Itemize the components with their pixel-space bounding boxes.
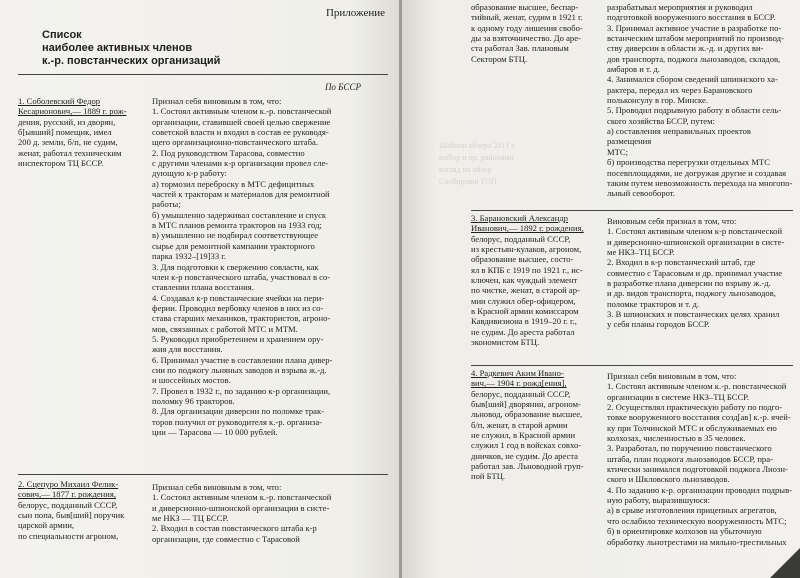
testimony-line: таким путем невозможность перехода на многопо- <box>607 177 793 188</box>
bio-line: мии служил обер-офицером, <box>471 295 576 306</box>
testimony-line: дующую к-р работу: <box>152 168 227 179</box>
testimony-line: льный севооборот. <box>607 188 676 199</box>
region-label: По БССР <box>324 82 361 92</box>
testimony-line: поломку 96 тракторов. <box>152 395 235 406</box>
entry-separator <box>18 474 388 475</box>
bio-line: дения, русский, из дворян, <box>18 116 116 127</box>
testimony-line: ского и Шкловского льнозаводов. <box>607 474 730 485</box>
testimony-line: 8. Для организации диверсии по поломке трак- <box>152 406 325 417</box>
right-page <box>401 0 800 578</box>
entry-1-name: 1. Соболевский Федор <box>18 96 101 106</box>
page-corner-shadow <box>770 548 800 578</box>
bio-line: ды за взяточничество. До аре- <box>471 33 581 44</box>
testimony-line: штаба, план поджога льнозаводов БССР, пра- <box>607 453 773 464</box>
testimony-line: товке вооруженного восстания созд[ав] к.-р. ячей- <box>607 412 791 423</box>
testimony-line: 7. Провел в 1932 г., по заданию к-р организации, <box>152 385 331 396</box>
testimony-line: совместно с Тарасовым и др. принимал участие <box>607 267 783 278</box>
testimony-line: щего организационно-повстанческого штаба. <box>152 137 318 148</box>
testimony-line: 3. Принимал активное участие в разработке по- <box>607 22 782 33</box>
testimony-line: Виновным себя признал в том, что: <box>607 216 737 226</box>
appendix-header: Приложение <box>325 7 385 19</box>
bio-line: тийный, женат, судим в 1921 г. <box>471 12 583 23</box>
testimony-line: с другими членами к-р организации провел сле- <box>152 158 329 169</box>
title-rule <box>18 74 388 75</box>
entry-1-testimony <box>152 96 388 437</box>
entry-separator <box>471 365 793 366</box>
entry-4-name-cont: вич,— 1904 г. рожд[ения], <box>471 378 567 389</box>
testimony-line: 2. Осуществлял практическую работу по подго- <box>607 402 783 413</box>
testimony-line: частей к тракторам и материалов для ремонтной <box>152 189 330 200</box>
bio-line: женат, работал техническим <box>18 147 122 158</box>
testimony-line: амбаров и т. д. <box>607 64 660 75</box>
testimony-line: сырье для ремонтной кампании тракторного <box>152 240 315 251</box>
testimony-line: ме НКЗ–ТЦ БССР. <box>607 247 675 258</box>
bio-line: по специальности агроном, <box>18 530 119 541</box>
bio-line: льновод, образование высшее, <box>471 409 583 420</box>
entry-1-bio <box>18 96 158 168</box>
bio-line: ял в КПБ с 1919 по 1921 г., ис- <box>471 264 583 275</box>
testimony-line: обработку льнотрестами на мяльно-трестильных <box>607 536 787 547</box>
continued-testimony <box>607 2 797 199</box>
testimony-line: а) в срыве изготовления прицепных агрегатов, <box>607 505 777 516</box>
bio-line: из крестьян-кулаков, агроном, <box>471 244 582 255</box>
testimony-line: ку при Толчинской МТС и обслуживаемых ею <box>607 422 777 433</box>
testimony-line: ме НКЗ — ТЦ БССР. <box>152 513 229 524</box>
testimony-line: ского хозяйства БССР, путем: <box>607 115 715 126</box>
entry-2-testimony <box>152 482 388 544</box>
bio-line: б/п, женат, в старой армии <box>471 419 568 430</box>
testimony-line: 6. Принимал участие в составлении плана дивер- <box>152 354 333 365</box>
entry-2-name-cont: сович,— 1877 г. рождения, <box>18 489 116 500</box>
testimony-line: 1. Состоял активным членом к-р повстанческой <box>607 226 783 237</box>
testimony-line: 1. Состоял активным членом к.-р. повстанческой <box>607 381 787 392</box>
bio-line: ключен, как чуждый элемент <box>471 275 578 286</box>
testimony-line: става старших механиков, трактористов, агроно- <box>152 313 331 324</box>
bio-line: сын попа, быв[ший] поручик <box>18 510 125 521</box>
bio-line: белорус, подданный СССР, <box>18 499 118 510</box>
testimony-line: организации в системе НКЗ–ТЦ БССР. <box>607 391 750 402</box>
testimony-line: а) тормозил переброску в МТС дефицитных <box>152 178 315 189</box>
testimony-line: дов транспорта, поджога льнозаводов, складов, <box>607 53 781 64</box>
testimony-line: 3. Разработал, по поручению повстанческого <box>607 443 772 454</box>
title-line-2: наиболее активных членов <box>42 42 193 54</box>
testimony-line: и шоссейных мостов. <box>152 375 231 386</box>
bio-line: не судим. До ареста работал <box>471 326 575 337</box>
testimony-line: колхозах, численностью в 35 человек. <box>607 433 746 444</box>
bio-line: б[ывший] помещик, имел <box>18 127 112 138</box>
testimony-line: Признал себя виновным в том, что: <box>607 371 737 381</box>
testimony-line: в) умышленно не подбирал соответствующее <box>152 230 319 241</box>
testimony-line: организации, ставившей своей целью свержение <box>152 116 331 127</box>
bio-line: работал зав. Льноводной груп- <box>471 461 584 472</box>
bio-line: образование высшее, беспар- <box>471 2 579 12</box>
testimony-line: ферии. Проводил вербовку членов в них из со- <box>152 302 324 313</box>
testimony-line: член к-р повстанческого штаба, участвовал в со- <box>152 271 331 282</box>
testimony-line: 2. Входил в состав повстанческого штаба к-р <box>152 523 317 534</box>
entry-4-bio <box>471 368 607 482</box>
testimony-line: подготовкой вооруженного восстания в БССР. <box>607 12 776 23</box>
testimony-line: 4. Занимался сбором сведений шпионского ха- <box>607 74 778 85</box>
bio-line: образование высшее, состо- <box>471 254 574 265</box>
testimony-line: Признал себя виновным в том, что: <box>152 96 282 106</box>
bio-line: быв[ший] дворянин, агроном- <box>471 399 581 410</box>
bio-line: Кавдивизиона в 1919–20 г. г., <box>471 316 577 327</box>
testimony-line: организации, где совместно с Тарасовой <box>152 533 300 544</box>
testimony-line: мов, связанных с работой МТС и МТМ. <box>152 323 298 334</box>
bio-line: царской армии, <box>18 520 75 531</box>
testimony-line: ству диверсии в области ж.-д. и других ви- <box>607 43 764 54</box>
testimony-line: и др. видов транспорта, поджогу льнозаводов, <box>607 288 776 299</box>
bio-line: в Красной армии комиссаром <box>471 306 579 317</box>
testimony-line: сии по поджогу льняных заводов и взрыва ж.-д. <box>152 364 327 375</box>
testimony-line: 5. Проводил подрывную работу в области сель- <box>607 105 782 116</box>
testimony-line: встанческим штабом мероприятий по производ- <box>607 33 784 44</box>
testimony-line: парка 1932–[19]33 г. <box>152 251 226 262</box>
bio-line: экономистом БТЦ. <box>471 337 540 348</box>
testimony-line: разрабатывал мероприятия и руководил <box>607 2 753 12</box>
bio-line: 200 д. земли, б/п, не судим, <box>18 137 118 148</box>
testimony-line: б) производства перегрузки отдельных МТС <box>607 157 770 168</box>
testimony-line: советской власти и входил в состав ее руководя- <box>152 127 329 138</box>
testimony-line: торов получил от руководителя к.-р. организа- <box>152 416 323 427</box>
testimony-line: ную работу, выразившуюся: <box>607 495 710 506</box>
testimony-line: 2. Под руководством Тарасова, совместно <box>152 147 305 158</box>
entry-3-testimony <box>607 216 797 330</box>
document-title <box>42 29 220 68</box>
testimony-line: 4. Создавал к-р повстанческие ячейки на пери- <box>152 292 325 303</box>
bleed-through: Шаблон обзора 2011 г. выбор и пр. районами взгляд на обзор Сообщения ТОП <box>439 141 516 186</box>
bio-line: белорус, подданный СССР, <box>471 388 571 399</box>
testimony-line: поломке тракторов и т. д. <box>607 298 700 309</box>
book-gutter <box>399 0 402 578</box>
testimony-line: 3. Для подготовки к свержению совласти, как <box>152 261 319 272</box>
bio-line: дничков, не судим. До ареста <box>471 450 578 461</box>
testimony-line: ктически занимался подготовкой поджога Лиозн- <box>607 464 788 475</box>
continued-bio <box>471 2 607 64</box>
bio-line: служил 1 год в войсках совхо- <box>471 440 582 451</box>
testimony-line: у себя планы городов БССР. <box>607 319 710 330</box>
entry-2-bio <box>18 479 150 541</box>
entry-3-name: 3. Барановский Александр <box>471 213 568 223</box>
testimony-line: 1. Состоял активным членом к.-р. повстанческой <box>152 106 332 117</box>
testimony-line: посевплощадями, не догружая другие и создавая <box>607 167 787 178</box>
testimony-line: и диверсионно-шпионской организации в систе- <box>607 236 785 247</box>
bio-line: к одному году лишения свобо- <box>471 22 583 33</box>
testimony-line: б) умышленно задерживал составление и спуск <box>152 209 327 220</box>
testimony-line: в разработке плана диверсии по взрыву ж.-д. <box>607 278 771 289</box>
testimony-line: Признал себя виновным в том, что: <box>152 482 282 492</box>
bio-line: Сектором БТЦ. <box>471 53 528 64</box>
entry-separator <box>471 210 793 211</box>
testimony-line: 3. В шпионских и повстанческих целях хранил <box>607 309 780 320</box>
testimony-line: 5. Руководил приобретением и хранением ору- <box>152 333 324 344</box>
testimony-line: 1. Состоял активным членом к.-р. повстанческой <box>152 492 332 503</box>
title-line-1: Список <box>42 29 82 41</box>
entry-3-name-cont: Иванович,— 1892 г. рождения, <box>471 223 584 234</box>
testimony-line: в МТС планов ремонта тракторов на 1933 год; <box>152 220 322 231</box>
testimony-line: работы; <box>152 199 181 210</box>
testimony-line: а) составления неправильных проектов размещения <box>607 126 751 147</box>
bio-line: ста работал Зав. плановым <box>471 43 569 54</box>
testimony-line: что ослабило техническую вооруженность МТС; <box>607 515 787 526</box>
testimony-line: ставлении плана восстания. <box>152 282 254 293</box>
title-line-3: к.-р. повстанческих организаций <box>42 55 221 67</box>
entry-4-name: 4. Радкевич Аким Ивано- <box>471 368 564 378</box>
testimony-line: и диверсионно-шпионской организации в систе- <box>152 502 330 513</box>
entry-1-name-cont: Кесарионович,— 1889 г. рож- <box>18 106 127 117</box>
testimony-line: МТС; <box>607 146 629 157</box>
entry-3-bio <box>471 213 607 347</box>
testimony-line: ции — Тарасова — 10 000 рублей. <box>152 427 278 437</box>
testimony-line: 2. Входил в к-р повстанческий штаб, где <box>607 257 756 268</box>
bio-line: пой БТЦ. <box>471 471 506 482</box>
bio-line: белорус, подданный СССР, <box>471 233 571 244</box>
testimony-line: польконсулу в гор. Минске. <box>607 95 708 106</box>
entry-2-name: 2. Сцепуро Михаил Фелик- <box>18 479 119 489</box>
testimony-line: рактера, передал их через Барановского <box>607 84 753 95</box>
testimony-line: б) в ориентировке колхозов на убыточную <box>607 526 762 537</box>
bio-line: по чистке, женат, в старой ар- <box>471 285 580 296</box>
testimony-line: 4. По заданию к-р. организации проводил подрыв- <box>607 484 792 495</box>
entry-4-testimony <box>607 371 797 547</box>
testimony-line: жия для восстания. <box>152 344 223 355</box>
bio-line: инспектором ТЦ БССР. <box>18 158 104 169</box>
bio-line: не служил, в Красной армии <box>471 430 576 441</box>
